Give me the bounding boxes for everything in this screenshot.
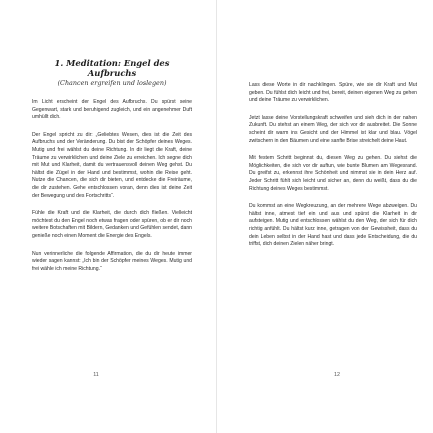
paragraph: Fühle die Kraft und die Klarheit, die durch dich fließen. Vielleicht möchtest du den Engel noch etwas fragen oder spüren, ob er dir noch weitere Botschaften mit Bildern, Gedanken und Gefühlen sendet, dann genieße noch einen Moment die Energie des Engels.	[32, 210, 192, 239]
chapter-subtitle: (Chancen ergreifen und loslegen)	[57, 79, 167, 87]
paragraph: Im Licht erscheint der Engel des Aufbruchs. Du spürst seine Gegenwart, stark und beruhigend zugleich, und ein angenehmer Duft umhüllt dich.	[32, 99, 192, 121]
chapter-title: 1. Meditation: Engel des Aufbruchs	[54, 58, 170, 78]
paragraph: Mit festem Schritt beginnst du, diesen Weg zu gehen. Du siehst die Möglichkeiten, die sich vor dir auftun, wie bunte Blumen am Wegesrand. Du greifst zu, erkennst ihre Schönheit und nimmst sie in dein Herz auf. Jeder Schritt fühlt sich leicht und sicher an, denn du weißt, dass du die Richtung deines Weges bestimmst.	[249, 155, 417, 192]
right-page-content	[249, 82, 417, 249]
paragraph: Jetzt lasse deine Vorstellungskraft schweifen und sieh dich in der nahen Zukunft. Du stehst an einem Weg, der sich vor dir ausbreitet. Die Sonne scheint dir warm ins Gesicht und der Himmel ist klar und blau. Vögel zwitschern in den Bäumen und eine sanfte Brise streichelt deine Haut.	[249, 114, 417, 144]
paragraph: Nun verinnerliche die folgende Affirmation, die du dir heute immer wieder sagen kannst: „Ich bin der Schöpfer meines Weges. Mutig und frei wähle ich meine Richtung.“	[32, 250, 192, 272]
paragraph: Lass diese Worte in dir nachklingen. Spüre, wie sie dir Kraft und Mut geben. Du fühlst dich leicht und frei, bereit, deinen eigenen Weg zu gehen und deine Träume zu verwirklichen.	[249, 82, 417, 104]
page-number: 11	[93, 372, 99, 378]
paragraph: Der Engel spricht zu dir: „Geliebtes Wesen, dies ist die Zeit des Aufbruchs und der Veränderung. Du bist der Schöpfer deines Weges. Mutig und frei wählst du deine Richtung. In dir liegt die Kraft, deine Träume zu verwirklichen und deine Ziele zu erreichen. Ich segne dich mit Mut und Klarheit, damit du vertrauensvoll deinen Weg gehst. Du hältst die Zügel in der Hand und bestimmst, wohin die Reise geht. Nutze die Chancen, die sich dir bieten, und entdecke die Freiräume, die dir zustehen. Gehe entschlossen voran, denn dies ist deine Zeit der Bewegung und des Fortschritts“.	[32, 131, 192, 199]
left-page-content	[32, 58, 192, 273]
paragraph: Du kommst an eine Wegkreuzung, an der mehrere Wege abzweigen. Du hältst inne, atmest tief ein und aus und spürst die Klarheit in dir aufsteigen. Mutig und entschlossen wählst du den Weg, der sich für dich richtig anfühlt. Du hältst kurz inne, getragen von der Gewissheit, dass du dein Leben selbst in der Hand hast und dass jede Entscheidung, die du triffst, dich deinen Zielen näher bringt.	[249, 203, 417, 248]
page-number: 12	[334, 372, 340, 378]
right-page	[217, 0, 433, 433]
left-page	[0, 0, 216, 433]
